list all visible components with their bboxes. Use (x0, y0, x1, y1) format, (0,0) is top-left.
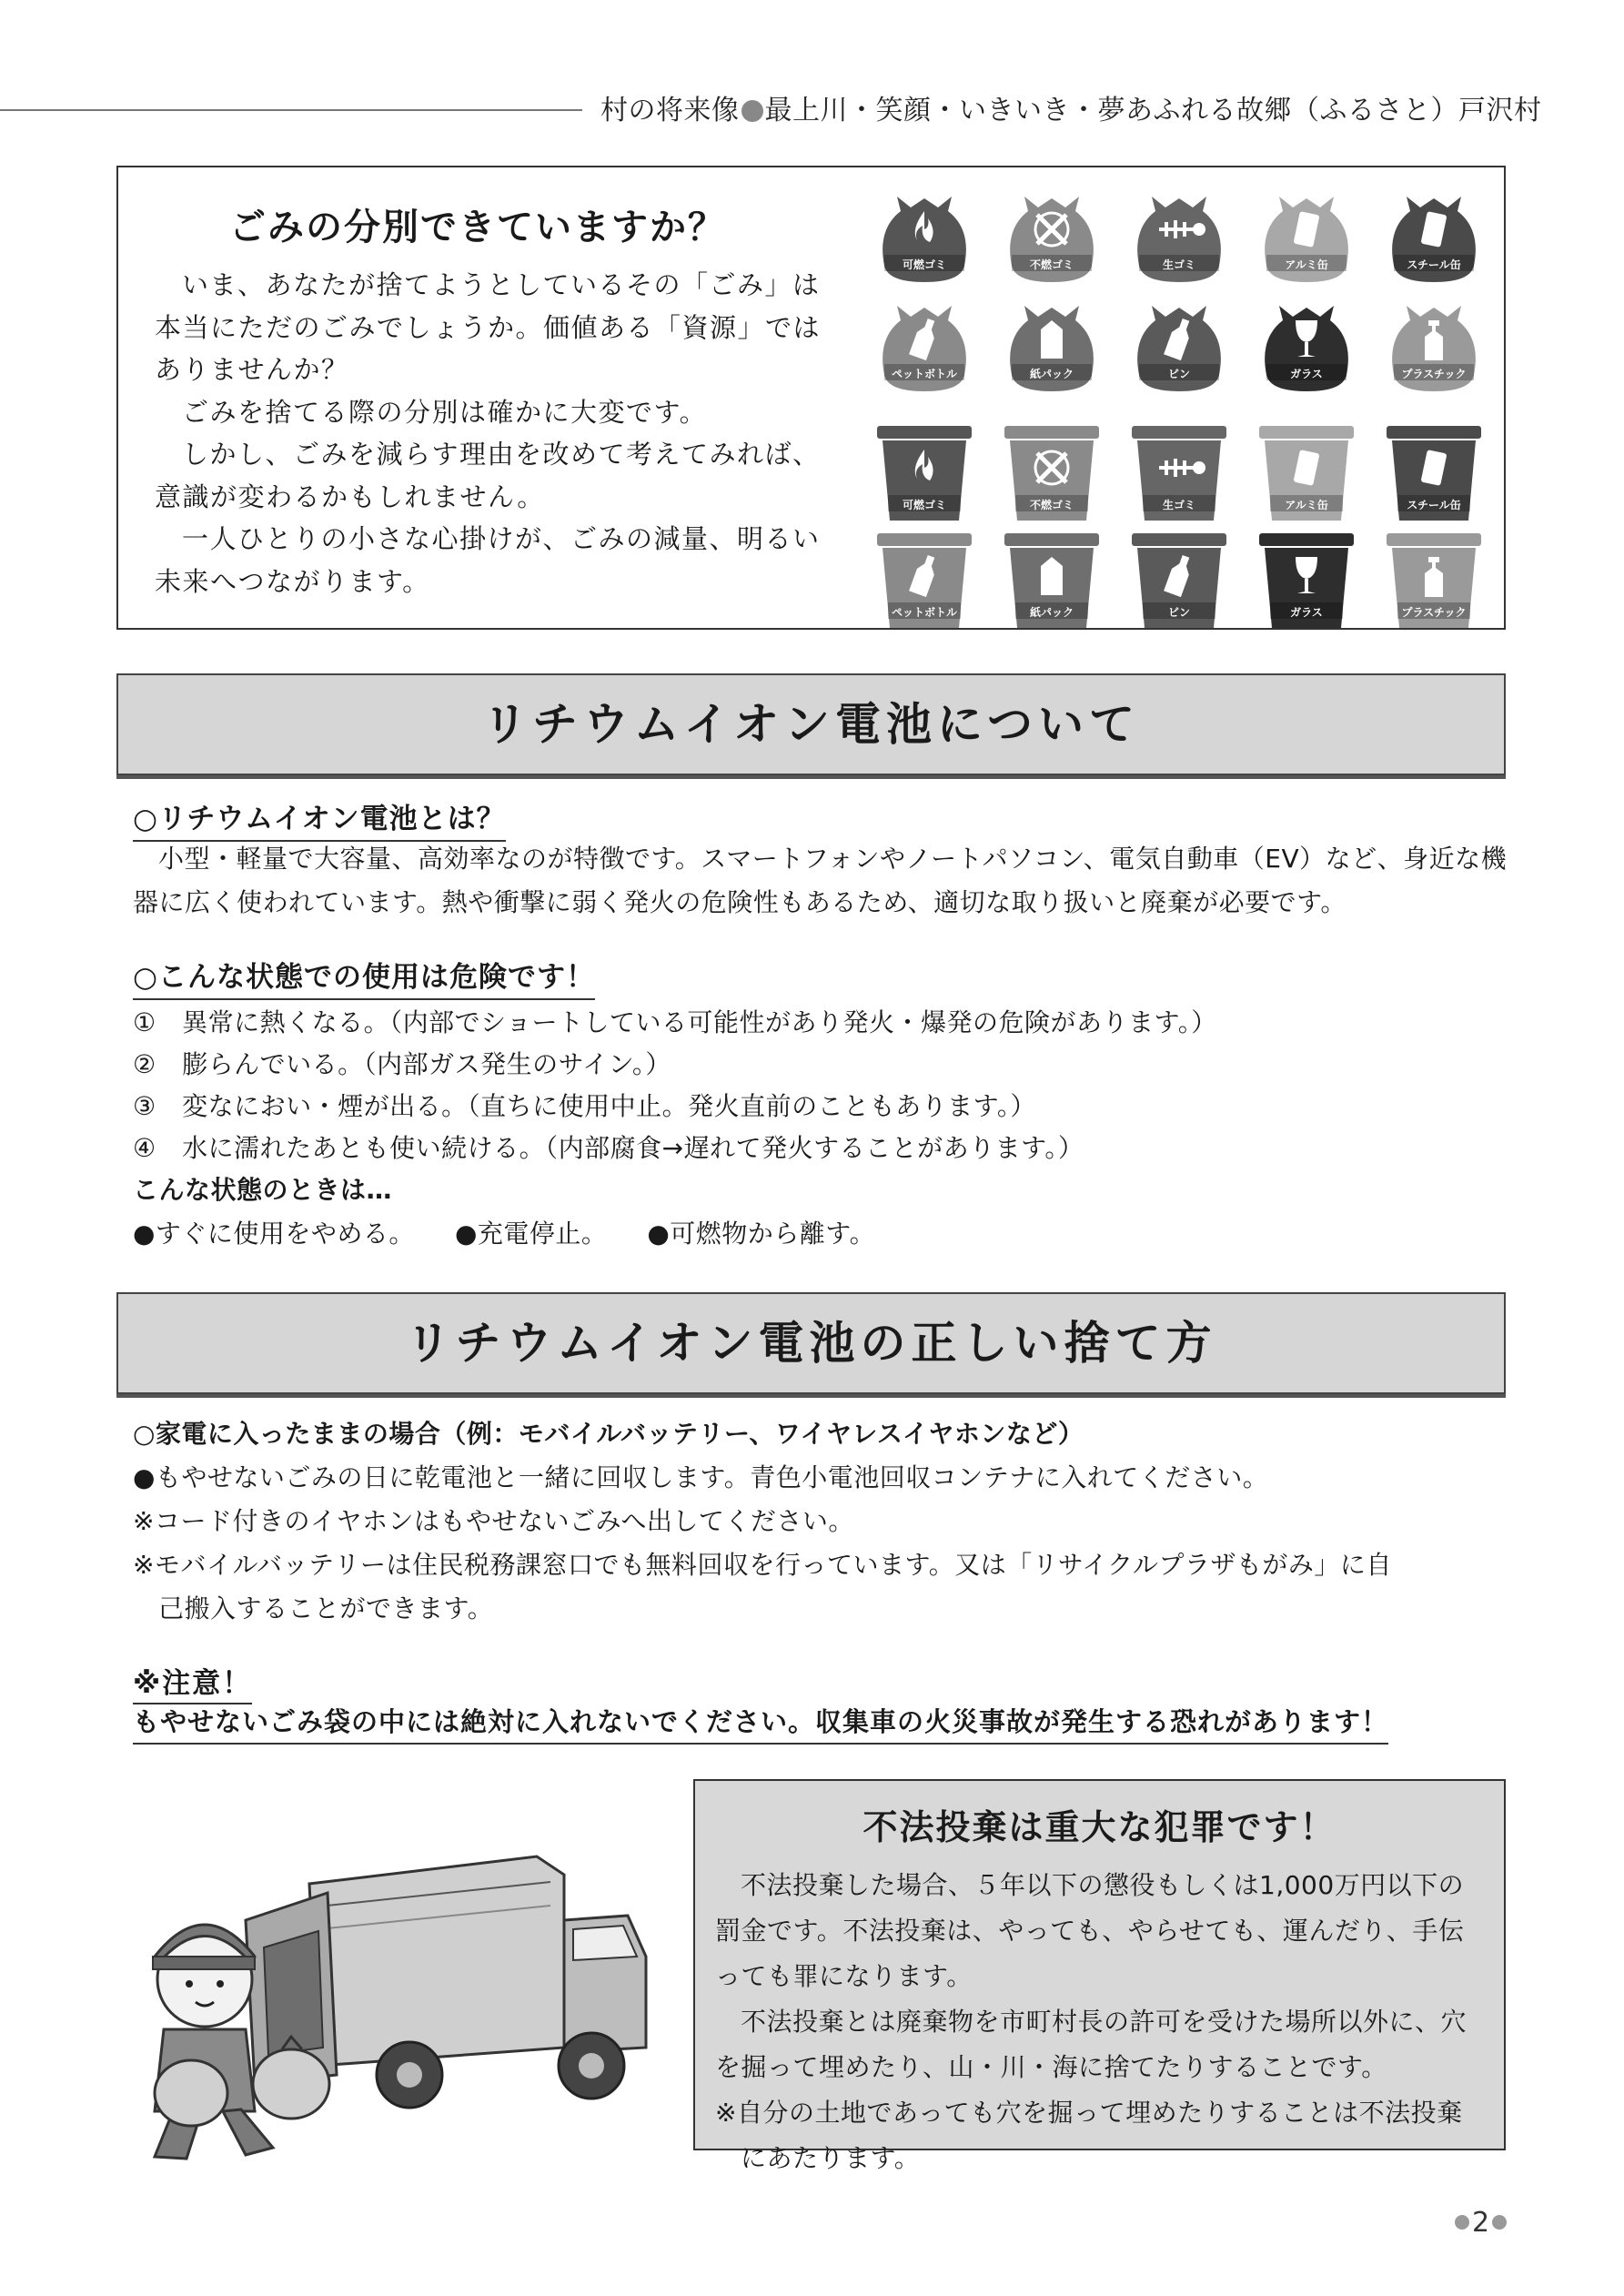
sorting-box (116, 166, 1506, 630)
garbage-icon-grid (870, 184, 1488, 621)
bin-label: 紙パック (1029, 606, 1074, 619)
garbage-bin-icon (1125, 530, 1234, 632)
garbage-bag-icon (1252, 184, 1361, 286)
bin-label: プラスチック (1401, 368, 1467, 380)
disposal-line: 己搬入することができます。 (158, 1593, 494, 1623)
disposal-line: ●もやせないごみの日に乾電池と一緒に回収します。青色小電池回収コンテナに入れてください。 (133, 1462, 1269, 1492)
sorting-paragraph: しかし、ごみを減らす理由を改めて考えてみれば、意識が変わるかもしれません。 (155, 439, 821, 512)
header-left: 村の将来像 (600, 95, 740, 126)
bin-label: ビン (1167, 368, 1190, 380)
garbage-bag-icon (1379, 293, 1488, 395)
disposal-banner: リチウムイオン電池の正しい捨て方 (116, 1292, 1506, 1394)
disposal-line: ※モバイルバッテリーは住民税務課窓口でも無料回収を行っています。又は「リサイクルプラザもがみ」に自 (133, 1550, 1392, 1580)
disposal-line: ※コード付きのイヤホンはもやせないごみへ出してください。 (133, 1506, 854, 1536)
garbage-bin-icon (1379, 422, 1488, 524)
bullet-dot-icon (741, 100, 763, 122)
danger-item: ① 異常に熱くなる。（内部でショートしている可能性があり発火・爆発の危険があります。） (133, 1007, 1217, 1037)
danger-item: ④ 水に濡れたあとも使い続ける。（内部腐食→遅れて発火することがあります。） (133, 1133, 1084, 1163)
action-item: ●すぐに使用をやめる。 (133, 1219, 415, 1249)
garbage-bag-icon (870, 293, 979, 395)
garbage-bin-icon (870, 422, 979, 524)
garbage-bin-icon (1379, 530, 1488, 632)
garbage-bin-icon (1252, 530, 1361, 632)
garbage-truck-icon (136, 1820, 664, 2166)
garbage-bin-icon (997, 530, 1106, 632)
bin-label: アルミ缶 (1285, 258, 1328, 271)
case-heading: ○家電に入ったままの場合（例：モバイルバッテリー、ワイヤレスイヤホンなど） (133, 1419, 1084, 1449)
garbage-bag-icon (870, 184, 979, 286)
bin-label: アルミ缶 (1285, 499, 1328, 511)
danger-item: ③ 変なにおい・煙が出る。（直ちに使用中止。発火直前のこともあります。） (133, 1091, 1036, 1121)
bin-label: スチール缶 (1407, 258, 1461, 271)
sorting-paragraph: 一人ひとりの小さな心掛けが、ごみの減量、明るい未来へつながります。 (155, 523, 821, 597)
illegal-paragraph: 不法投棄した場合、５年以下の懲役もしくは1,000万円以下の罰金です。不法投棄は、やっても、やらせても、運んだり、手伝っても罪になります。 (715, 1870, 1465, 1991)
bullet-dot-icon (1492, 2215, 1507, 2230)
header-rule (0, 109, 582, 111)
action-list (133, 1214, 915, 1250)
caution-text: もやせないごみ袋の中には絶対に入れないでください。収集車の火災事故が発生する恐れがあります！ (133, 1702, 1388, 1745)
garbage-bin-icon (1252, 422, 1361, 524)
bin-label: 生ゴミ (1162, 499, 1195, 511)
bin-label: 紙パック (1029, 368, 1074, 380)
garbage-bag-icon (1252, 293, 1361, 395)
bin-label: 不燃ゴミ (1029, 258, 1074, 271)
page-number-value: 2 (1472, 2207, 1490, 2239)
illegal-note: ※自分の土地であっても穴を掘って埋めたりすることは不法投棄にあたります。 (715, 2098, 1463, 2173)
caution-title: ※注意！ (133, 1660, 252, 1704)
when-label: こんな状態のときは… (133, 1175, 393, 1205)
action-item: ●可燃物から離す。 (647, 1219, 876, 1249)
garbage-bin-icon (1125, 422, 1234, 524)
header-right: 最上川・笑顔・いきいき・夢あふれる故郷（ふるさと）戸沢村 (764, 95, 1542, 126)
illegal-body (715, 1863, 1488, 2181)
page-header (600, 87, 1542, 127)
bin-label: スチール缶 (1407, 499, 1461, 511)
what-text: 小型・軽量で大容量、高効率なのが特徴です。スマートフォンやノートパソコン、電気自動車（EV）など、身近な機器に広く使われています。熱や衝撃に弱く発火の危険性もあるため、適切な取り扱いと廃棄が必要です。 (133, 844, 1508, 917)
garbage-bin-icon (870, 530, 979, 632)
bin-label: ガラス (1290, 606, 1323, 619)
illegal-title: 不法投棄は重大な犯罪です！ (862, 1807, 1337, 1847)
bin-label: ビン (1167, 606, 1190, 619)
garbage-bag-icon (1379, 184, 1488, 286)
what-heading: ○リチウムイオン電池とは？ (133, 795, 506, 842)
bin-label: 可燃ゴミ (902, 258, 946, 271)
bin-label: 可燃ゴミ (902, 499, 946, 511)
garbage-truck-illustration (136, 1820, 664, 2166)
action-item: ●充電停止。 (454, 1219, 608, 1249)
garbage-bin-icon (997, 422, 1106, 524)
sorting-title: ごみの分別できていますか？ (229, 206, 726, 248)
danger-heading: ○こんな状態での使用は危険です！ (133, 954, 595, 1000)
bin-label: プラスチック (1401, 606, 1467, 619)
garbage-bag-icon (1125, 184, 1234, 286)
bin-label: ペットボトル (891, 368, 957, 380)
danger-item: ② 膨らんでいる。（内部ガス発生のサイン。） (133, 1049, 671, 1079)
sorting-body (155, 264, 846, 602)
illegal-paragraph: 不法投棄とは廃棄物を市町村長の許可を受けた場所以外に、穴を掘って埋めたり、山・川・海に捨てたりすることです。 (715, 2007, 1468, 2082)
garbage-bag-icon (997, 184, 1106, 286)
page-number (1452, 2207, 1509, 2239)
sorting-paragraph: ごみを捨てる際の分別は確かに大変です。 (182, 396, 708, 428)
garbage-bag-icon (997, 293, 1106, 395)
lithium-banner: リチウムイオン電池について (116, 673, 1506, 775)
garbage-bag-icon (1125, 293, 1234, 395)
bin-label: ガラス (1290, 368, 1323, 380)
bin-label: 不燃ゴミ (1029, 499, 1074, 511)
illegal-dumping-box (693, 1779, 1506, 2173)
bullet-dot-icon (1455, 2215, 1469, 2230)
bin-label: ペットボトル (891, 606, 957, 619)
bin-label: 生ゴミ (1162, 258, 1195, 271)
sorting-paragraph: いま、あなたが捨てようとしているその「ごみ」は本当にただのごみでしょうか。価値ある「資源」ではありませんか？ (155, 269, 822, 385)
